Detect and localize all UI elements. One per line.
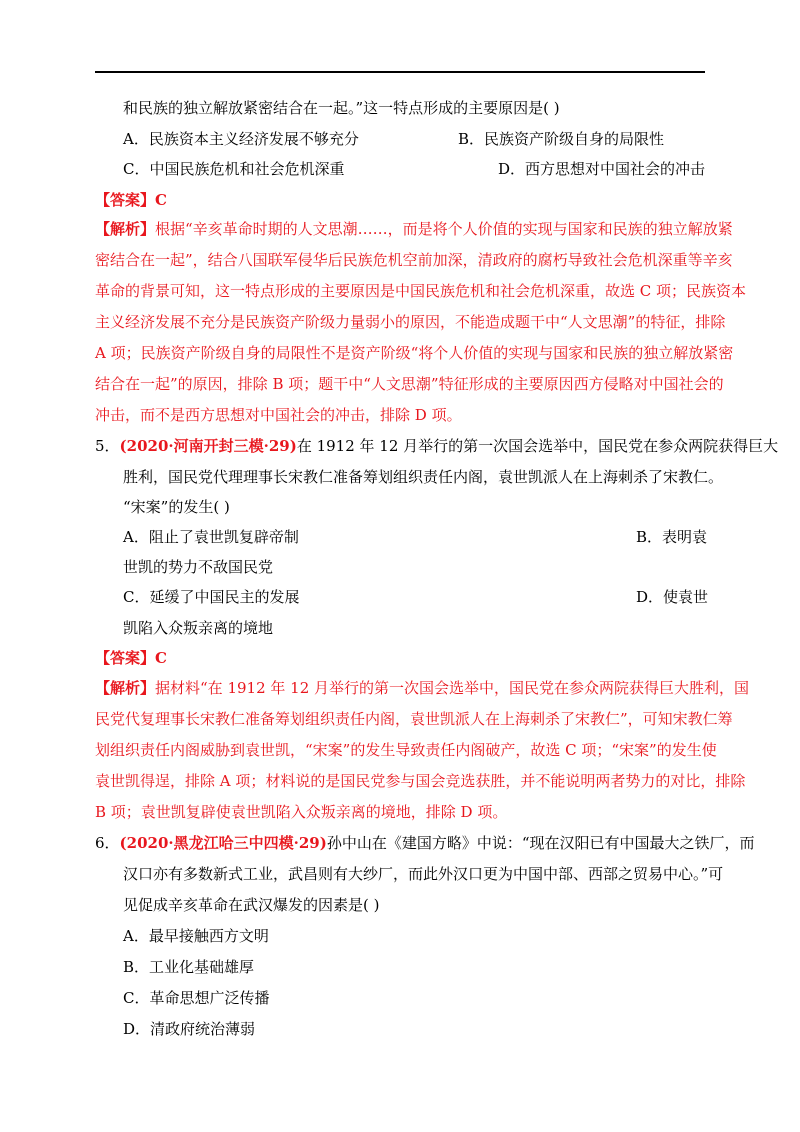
q4-option-d: D．西方思想对中国社会的冲击 bbox=[498, 160, 706, 178]
q5-stem-line-3: “宋案”的发生( ) bbox=[123, 498, 230, 516]
q5-stem-line-1 bbox=[95, 436, 778, 456]
q5-answer bbox=[95, 648, 167, 668]
q5-stem-line-2: 胜利，国民党代理理事长宋教仁准备筹划组织责任内阁，袁世凯派人在上海刺杀了宋教仁。 bbox=[123, 468, 724, 486]
q5-number: 5． bbox=[95, 437, 120, 455]
q4-analysis-line-6: 结合在一起”的原因，排除 B 项；题干中“人文思潮”特征形成的主要原因西方侵略对中国社会的 bbox=[95, 375, 724, 393]
q5-source: (2020·河南开封三模·29) bbox=[119, 437, 297, 455]
q5-analysis-line-5: B 项；袁世凯复辟使袁世凯陷入众叛亲离的境地，排除 D 项。 bbox=[95, 803, 508, 821]
answer-label: 【答案】 bbox=[95, 191, 156, 209]
q5-option-b-tail: 世凯的势力不敌国民党 bbox=[123, 558, 274, 576]
q6-option-b: B．工业化基础雄厚 bbox=[123, 958, 255, 976]
analysis-label: 【解析】 bbox=[95, 679, 156, 697]
answer-value: C bbox=[155, 649, 167, 667]
q6-option-a: A．最早接触西方文明 bbox=[123, 927, 269, 945]
q5-analysis-line-2: 民党代复理事长宋教仁准备筹划组织责任内阁，袁世凯派人在上海刺杀了宋教仁”，可知宋教仁筹 bbox=[95, 710, 733, 728]
q5-option-a: A．阻止了袁世凯复辟帝制 bbox=[123, 528, 299, 546]
q6-option-c: C．革命思想广泛传播 bbox=[123, 989, 270, 1007]
q4-analysis-line-4: 主义经济发展不充分是民族资产阶级力量弱小的原因，不能造成题干中“人文思潮”的特征，排除 bbox=[95, 313, 726, 331]
q6-source: (2020·黑龙江哈三中四模·29) bbox=[119, 834, 327, 852]
q4-stem-tail: 和民族的独立解放紧密结合在一起。”这一特点形成的主要原因是( ) bbox=[123, 99, 560, 117]
q4-answer bbox=[95, 190, 167, 210]
q4-option-a: A．民族资本主义经济发展不够充分 bbox=[123, 130, 359, 148]
q5-analysis-line-3: 划组织责任内阁威胁到袁世凯，“宋案”的发生导致责任内阁破产，故选 C 项；“宋案”的发生使 bbox=[95, 741, 717, 759]
analysis-text: 根据“辛亥革命时期的人文思潮……，而是将个人价值的实现与国家和民族的独立解放紧 bbox=[155, 220, 733, 238]
q6-stem-line-3: 见促成辛亥革命在武汉爆发的因素是( ) bbox=[123, 896, 380, 914]
q5-option-c: C．延缓了中国民主的发展 bbox=[123, 588, 300, 606]
analysis-label: 【解析】 bbox=[95, 220, 156, 238]
q6-stem-line-2: 汉口亦有多数新式工业，武昌则有大纱厂，而此外汉口更为中国中部、西部之贸易中心。”可 bbox=[123, 865, 724, 883]
q5-analysis-line-1 bbox=[95, 678, 749, 698]
answer-label: 【答案】 bbox=[95, 649, 156, 667]
q5-analysis-line-4: 袁世凯得逞，排除 A 项；材料说的是国民党参与国会竞选获胜，并不能说明两者势力的对比，排除 bbox=[95, 772, 746, 790]
q4-option-b: B．民族资产阶级自身的局限性 bbox=[458, 130, 665, 148]
answer-value: C bbox=[155, 191, 167, 209]
analysis-text: 据材料“在 1912 年 12 月举行的第一次国会选举中，国民党在参众两院获得巨大胜利，国 bbox=[155, 679, 750, 697]
q5-stem-text: 在 1912 年 12 月举行的第一次国会选举中，国民党在参众两院获得巨大 bbox=[296, 437, 779, 455]
q5-option-d-head: D．使袁世 bbox=[636, 588, 709, 606]
q5-option-b-head: B．表明袁 bbox=[636, 528, 708, 546]
q6-stem-line-1 bbox=[95, 833, 754, 853]
q4-analysis-line-7: 冲击，而不是西方思想对中国社会的冲击，排除 D 项。 bbox=[95, 406, 462, 424]
q5-option-d-tail: 凯陷入众叛亲离的境地 bbox=[123, 619, 274, 637]
q4-analysis-line-1 bbox=[95, 219, 733, 239]
q4-analysis-line-5: A 项；民族资产阶级自身的局限性不是资产阶级“将个人价值的实现与国家和民族的独立解放紧密 bbox=[95, 344, 734, 362]
q4-analysis-line-3: 革命的背景可知，这一特点形成的主要原因是中国民族危机和社会危机深重，故选 C 项；民族资本 bbox=[95, 282, 747, 300]
q6-option-d: D．清政府统治薄弱 bbox=[123, 1020, 256, 1038]
q4-option-c: C．中国民族危机和社会危机深重 bbox=[123, 160, 345, 178]
header-rule bbox=[95, 71, 705, 73]
q6-stem-text: 孙中山在《建国方略》中说：“现在汉阳已有中国最大之铁厂，而 bbox=[326, 834, 755, 852]
q6-number: 6． bbox=[95, 834, 120, 852]
q4-analysis-line-2: 密结合在一起”，结合八国联军侵华后民族危机空前加深，清政府的腐朽导致社会危机深重等辛亥 bbox=[95, 251, 733, 269]
